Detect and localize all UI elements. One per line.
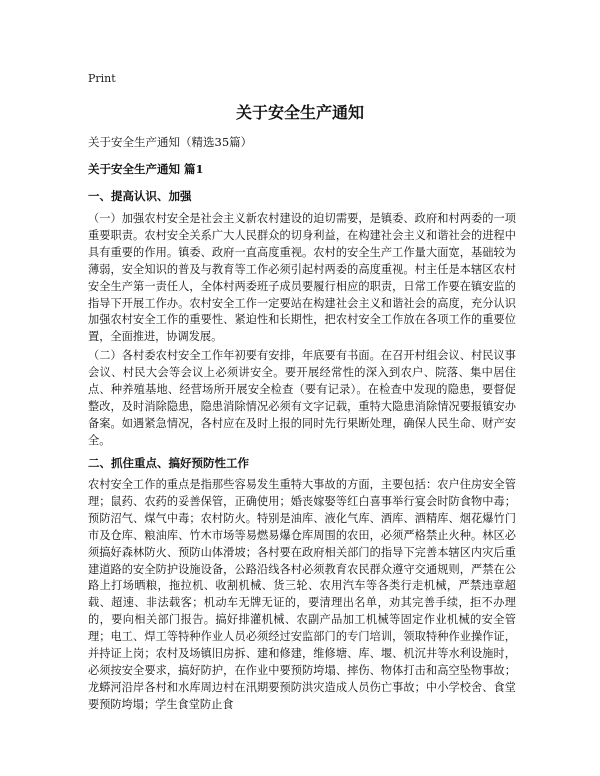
heading-2: 二、抓住重点、搞好预防性工作 [88,456,249,470]
document-subtitle: 关于安全生产通知（精选35篇） [88,135,253,149]
paragraph-2: （二）各村委农村安全工作年初要有安排，年底要有书面。在召开村组会议、村民议事会议、村民大会等会议上必须讲安全。要开展经常性的深入到农户、院落、集中居住点、种养殖基地、经营场所开展安全检查（要有记录）。在检查中发现的隐患，要督促整改，及时消除隐患，隐患消除情况必须有文字记载，重特大隐患消除情况要报镇安办备案。如遇紧急情况，各村应在及时上报的同时先行果断处理，确保人民生命、财产安全。 [88,349,516,447]
document-title: 关于安全生产通知 [235,103,364,122]
paragraph-1: （一）加强农村安全是社会主义新农村建设的迫切需要，是镇委、政府和村两委的一项重要职责。农村安全关系广大人民群众的切身利益，在构建社会主义和谐社会的进程中具有重要的作用。镇委、政府一直高度重视。农村的安全生产工作量大面宽，基础较为薄弱，安全知识的普及与教育等工作必须引起村两委的高度重视。村主任是本辖区农村安全生产第一责任人，全体村两委班子成员要履行相应的职责，日常工作要在镇安监的指导下开展工作办。农村安全工作一定要站在构建社会主义和谐社会的高度，充分认识加强农村安全工作的重要性、紧迫性和长期性，把农村安全工作放在各项工作的重要位置，全面推进，协调发展。 [88,212,516,344]
paragraph-3: 农村安全工作的重点是指那些容易发生重特大事故的方面，主要包括：农户住房安全管理；鼠药、农药的妥善保管，正确使用；婚丧嫁娶等红白喜事举行宴会时防食物中毒；预防沼气、煤气中毒；农村防火。特别是油库、液化气库、酒库、酒精库、烟花爆竹门市及仓库、粮油库、竹木市场等易燃易爆仓库周围的农田，必须严格禁止火种。林区必须搞好森林防火、预防山体滑坡；各村要在政府相关部门的指导下完善本辖区内灾后重建道路的安全防护设施设备，公路沿线各村必须教育农民群众遵守交通规则，严禁在公路上打场晒粮，拖拉机、收割机械、货三轮、农用汽车等各类行走机械，严禁违章超载、超速、非法载客；机动车无牌无证的，要清理出名单，劝其完善手续，拒不办理的，要向相关部门报告。搞好排灌机械、农副产品加工机械等固定作业机械的安全管理；电工、焊工等特种作业人员必须经过安监部门的专门培训，领取特种作业操作证，并持证上岗；农村及场镇旧房拆、建和修建，维修塘、库、堰、机沉井等水利设施时，必须按安全要求，搞好防护，在作业中要预防垮塌、摔伤、物体打击和高空坠物事故；龙蟒河沿岸各村和水库周边村在汛期要预防洪灾造成人员伤亡事故；中小学校舍、食堂要预防垮塌；学生食堂防止食 [88,478,516,711]
print-link[interactable]: Print [88,72,116,85]
section-title: 关于安全生产通知 篇1 [88,162,204,176]
heading-1: 一、提高认识、加强 [88,189,192,203]
